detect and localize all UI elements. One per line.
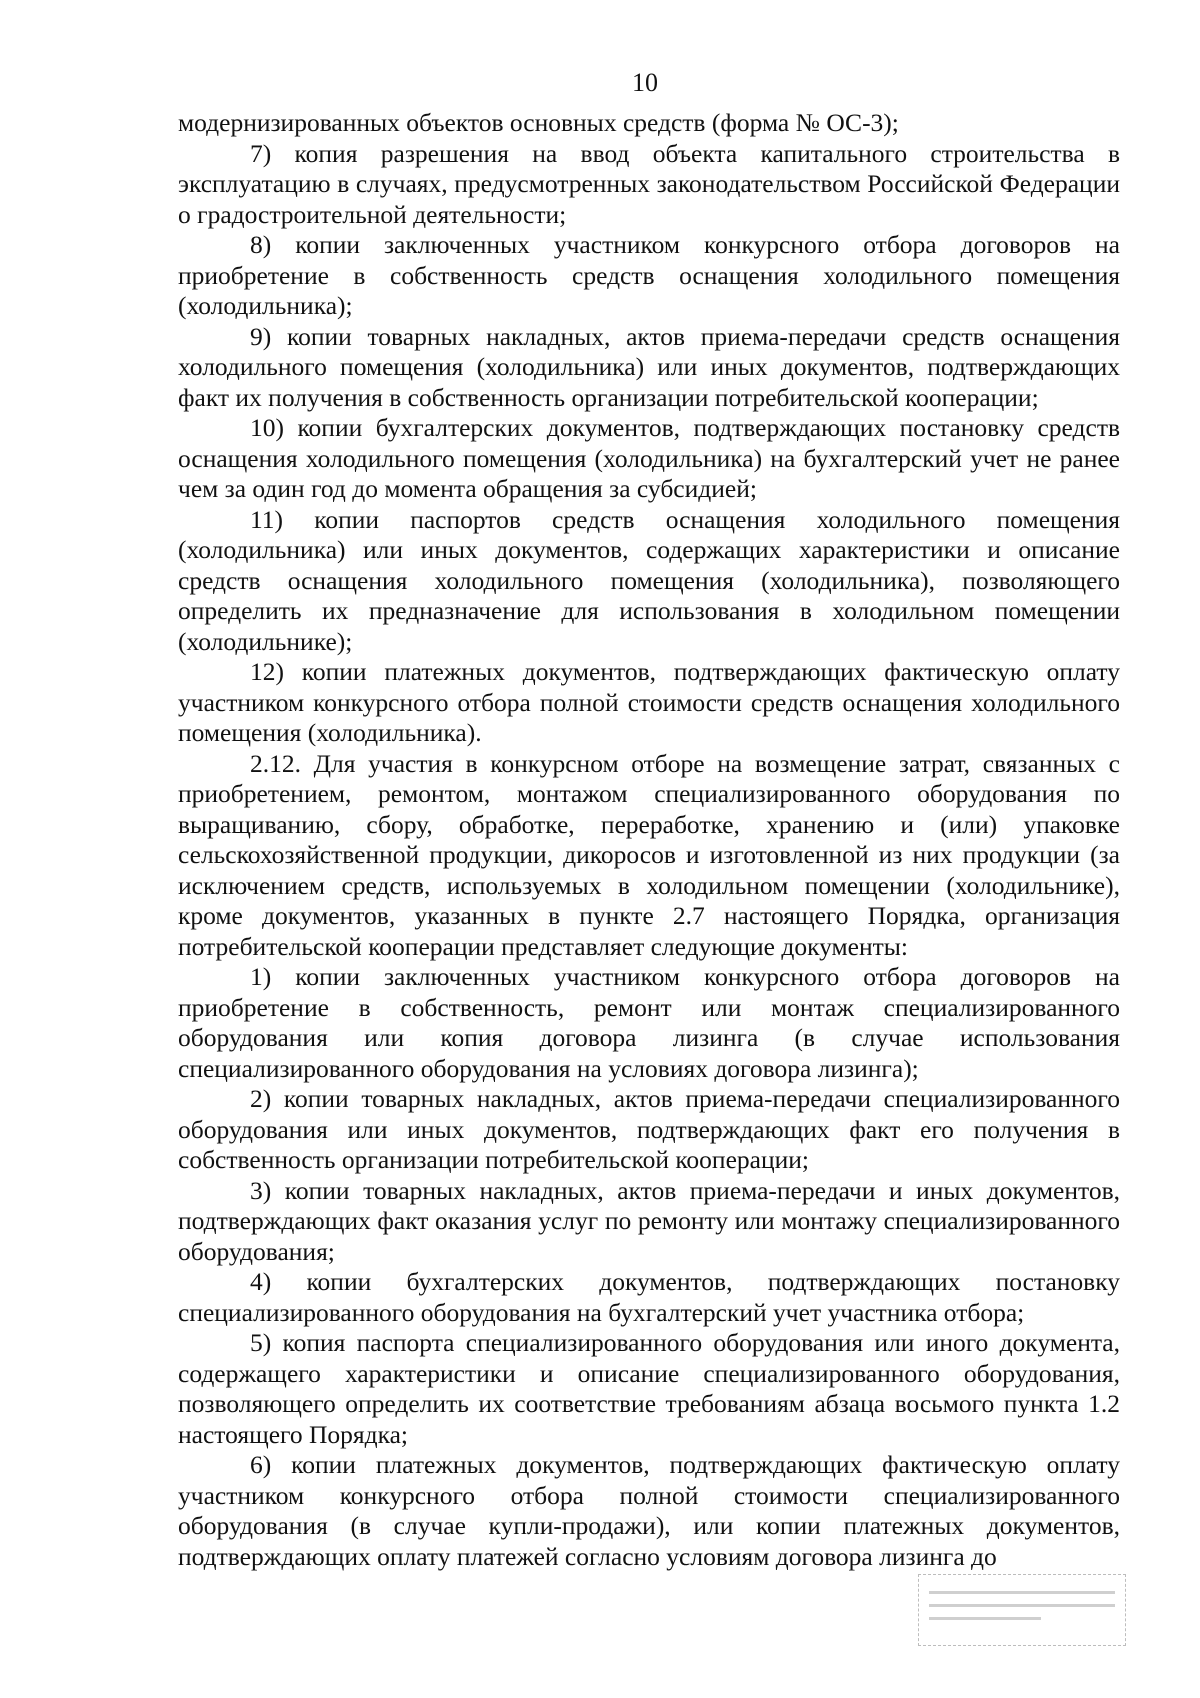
document-body <box>178 108 1120 1572</box>
list-item-4: 4) копии бухгалтерских документов, подтверждающих постановку специализированного оборудования на бухгалтерский учет участника отбора; <box>178 1267 1120 1327</box>
list-item-12: 12) копии платежных документов, подтверждающих фактическую оплату участником конкурсного отбора полной стоимости средств оснащения холодильного помещения (холодильника). <box>178 657 1120 747</box>
list-item-5: 5) копия паспорта специализированного оборудования или иного документа, содержащего характеристики и описание специализированного оборудования, позволяющего определить их соответствие требованиям абзаца восьмого пункта 1.2 настоящего Порядка; <box>178 1328 1120 1449</box>
list-item-9: 9) копии товарных накладных, актов приема-передачи средств оснащения холодильного помещения (холодильника) или иных документов, подтверждающих факт их получения в собственность организации потребительской кооперации; <box>178 321 1120 412</box>
page-number: 10 <box>632 68 658 97</box>
list-item-3: 3) копии товарных накладных, актов приема-передачи и иных документов, подтверждающих факт оказания услуг по ремонту или монтажу специализированного оборудования; <box>178 1175 1120 1266</box>
list-item-1: 1) копии заключенных участником конкурсного отбора договоров на приобретение в собственность, ремонт или монтаж специализированного оборудования или копия договора лизинга (в случае использования специализированного оборудования на условиях договора лизинга); <box>178 962 1120 1083</box>
list-item-10: 10) копии бухгалтерских документов, подтверждающих постановку средств оснащения холодильного помещения (холодильника) на бухгалтерский учет не ранее чем за один год до момента обращения за субсидией; <box>178 413 1120 503</box>
registration-stamp <box>918 1574 1126 1646</box>
paragraph-continuation: модернизированных объектов основных средств (форма № ОС-3); <box>178 108 899 137</box>
section-2-12: 2.12. Для участия в конкурсном отборе на возмещение затрат, связанных с приобретением, ремонтом, монтажом специализированного оборудования по выращиванию, сбору, обработке, переработке, хранению и (или) упаковке сельскохозяйственной продукции, дикоросов и изготовленной из них продукции (за исключением средств, используемых в холодильном помещении (холодильнике), кроме документов, указанных в пункте 2.7 настоящего Порядка, организация потребительской кооперации представляет следующие документы: <box>178 748 1120 961</box>
list-item-6: 6) копии платежных документов, подтверждающих фактическую оплату участником конкурсного отбора полной стоимости специализированного оборудования (в случае купли-продажи), или копии платежных документов, подтверждающих оплату платежей согласно условиям договора лизинга до <box>178 1450 1120 1571</box>
list-item-7: 7) копия разрешения на ввод объекта капитального строительства в эксплуатацию в случаях, предусмотренных законодательством Российской Федерации о градостроительной деятельности; <box>178 138 1120 229</box>
list-item-11: 11) копии паспортов средств оснащения холодильного помещения (холодильника) или иных документов, содержащих характеристики и описание средств оснащения холодильного помещения (холодильника), позволяющего определить их предназначение для использования в холодильном помещении (холодильнике); <box>178 504 1120 656</box>
list-item-2: 2) копии товарных накладных, актов приема-передачи специализированного оборудования или иных документов, подтверждающих факт его получения в собственность организации потребительской кооперации; <box>178 1084 1120 1174</box>
list-item-8: 8) копии заключенных участником конкурсного отбора договоров на приобретение в собственность средств оснащения холодильного помещения (холодильника); <box>178 230 1120 320</box>
